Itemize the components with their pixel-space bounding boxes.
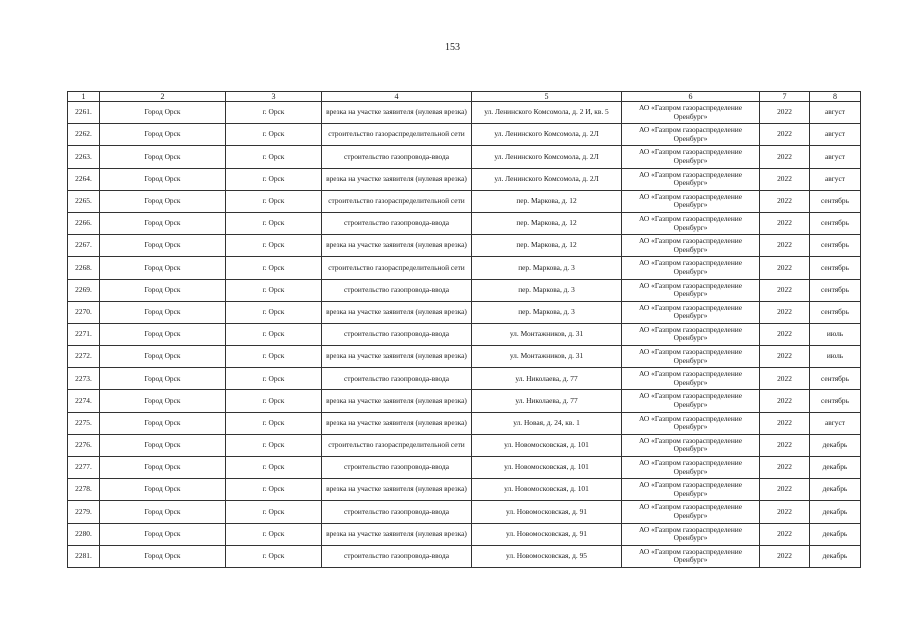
municipality-cell: Город Орск — [100, 235, 226, 257]
table-header — [68, 92, 861, 102]
address-cell: ул. Монтажников, д. 31 — [472, 346, 622, 368]
year-cell: 2022 — [760, 479, 810, 501]
municipality-cell: Город Орск — [100, 323, 226, 345]
row-number-cell: 2263. — [68, 146, 100, 168]
year-cell: 2022 — [760, 545, 810, 567]
work-type-cell: строительство газопровода-ввода — [322, 501, 472, 523]
row-number-cell: 2268. — [68, 257, 100, 279]
organization-cell: АО «Газпром газораспределение Оренбург» — [622, 235, 760, 257]
work-type-cell: строительство газопровода-ввода — [322, 545, 472, 567]
table-row — [68, 190, 861, 212]
organization-cell: АО «Газпром газораспределение Оренбург» — [622, 457, 760, 479]
settlement-cell: г. Орск — [226, 545, 322, 567]
table-row — [68, 124, 861, 146]
month-cell: декабрь — [810, 523, 861, 545]
settlement-cell: г. Орск — [226, 346, 322, 368]
address-cell: ул. Николаева, д. 77 — [472, 390, 622, 412]
settlement-cell: г. Орск — [226, 235, 322, 257]
address-cell: пер. Маркова, д. 12 — [472, 190, 622, 212]
month-cell: сентябрь — [810, 279, 861, 301]
work-type-cell: врезка на участке заявителя (нулевая врезка) — [322, 168, 472, 190]
organization-cell: АО «Газпром газораспределение Оренбург» — [622, 368, 760, 390]
row-number-cell: 2280. — [68, 523, 100, 545]
work-type-cell: строительство газопровода-ввода — [322, 457, 472, 479]
municipality-cell: Город Орск — [100, 412, 226, 434]
month-cell: август — [810, 168, 861, 190]
row-number-cell: 2264. — [68, 168, 100, 190]
row-number-cell: 2274. — [68, 390, 100, 412]
municipality-cell: Город Орск — [100, 434, 226, 456]
month-cell: июль — [810, 346, 861, 368]
row-number-cell: 2270. — [68, 301, 100, 323]
municipality-cell: Город Орск — [100, 523, 226, 545]
year-cell: 2022 — [760, 235, 810, 257]
organization-cell: АО «Газпром газораспределение Оренбург» — [622, 124, 760, 146]
table-row — [68, 168, 861, 190]
settlement-cell: г. Орск — [226, 279, 322, 301]
organization-cell: АО «Газпром газораспределение Оренбург» — [622, 102, 760, 124]
address-cell: пер. Маркова, д. 3 — [472, 301, 622, 323]
row-number-cell: 2271. — [68, 323, 100, 345]
month-cell: декабрь — [810, 545, 861, 567]
organization-cell: АО «Газпром газораспределение Оренбург» — [622, 390, 760, 412]
settlement-cell: г. Орск — [226, 390, 322, 412]
organization-cell: АО «Газпром газораспределение Оренбург» — [622, 545, 760, 567]
month-cell: сентябрь — [810, 212, 861, 234]
address-cell: ул. Новомосковская, д. 101 — [472, 457, 622, 479]
work-type-cell: врезка на участке заявителя (нулевая врезка) — [322, 479, 472, 501]
settlement-cell: г. Орск — [226, 412, 322, 434]
settlement-cell: г. Орск — [226, 501, 322, 523]
settlement-cell: г. Орск — [226, 457, 322, 479]
settlement-cell: г. Орск — [226, 190, 322, 212]
work-type-cell: строительство газопровода-ввода — [322, 323, 472, 345]
organization-cell: АО «Газпром газораспределение Оренбург» — [622, 257, 760, 279]
row-number-cell: 2261. — [68, 102, 100, 124]
row-number-cell: 2272. — [68, 346, 100, 368]
municipality-cell: Город Орск — [100, 301, 226, 323]
settlement-cell: г. Орск — [226, 523, 322, 545]
organization-cell: АО «Газпром газораспределение Оренбург» — [622, 501, 760, 523]
work-type-cell: врезка на участке заявителя (нулевая врезка) — [322, 235, 472, 257]
settlement-cell: г. Орск — [226, 257, 322, 279]
table-row — [68, 479, 861, 501]
month-cell: сентябрь — [810, 368, 861, 390]
row-number-cell: 2265. — [68, 190, 100, 212]
page-number: 153 — [445, 42, 460, 53]
year-cell: 2022 — [760, 523, 810, 545]
organization-cell: АО «Газпром газораспределение Оренбург» — [622, 279, 760, 301]
organization-cell: АО «Газпром газораспределение Оренбург» — [622, 412, 760, 434]
year-cell: 2022 — [760, 212, 810, 234]
year-cell: 2022 — [760, 102, 810, 124]
municipality-cell: Город Орск — [100, 479, 226, 501]
settlement-cell: г. Орск — [226, 368, 322, 390]
month-cell: август — [810, 102, 861, 124]
address-cell: пер. Маркова, д. 12 — [472, 212, 622, 234]
municipality-cell: Город Орск — [100, 545, 226, 567]
column-year-header: 7 — [760, 92, 810, 102]
month-cell: сентябрь — [810, 257, 861, 279]
month-cell: август — [810, 146, 861, 168]
table-row — [68, 434, 861, 456]
column-work-type-header: 4 — [322, 92, 472, 102]
municipality-cell: Город Орск — [100, 501, 226, 523]
table-row — [68, 545, 861, 567]
work-type-cell: строительство газопровода-ввода — [322, 212, 472, 234]
organization-cell: АО «Газпром газораспределение Оренбург» — [622, 323, 760, 345]
work-type-cell: строительство газораспределительной сети — [322, 257, 472, 279]
address-cell: ул. Николаева, д. 77 — [472, 368, 622, 390]
work-type-cell: строительство газопровода-ввода — [322, 279, 472, 301]
settlement-cell: г. Орск — [226, 146, 322, 168]
municipality-cell: Город Орск — [100, 102, 226, 124]
settlement-cell: г. Орск — [226, 323, 322, 345]
gasification-register-table — [67, 91, 861, 568]
table-row — [68, 212, 861, 234]
work-type-cell: врезка на участке заявителя (нулевая врезка) — [322, 301, 472, 323]
work-type-cell: врезка на участке заявителя (нулевая врезка) — [322, 346, 472, 368]
municipality-cell: Город Орск — [100, 190, 226, 212]
work-type-cell: врезка на участке заявителя (нулевая врезка) — [322, 102, 472, 124]
municipality-cell: Город Орск — [100, 257, 226, 279]
work-type-cell: врезка на участке заявителя (нулевая врезка) — [322, 523, 472, 545]
address-cell: ул. Монтажников, д. 31 — [472, 323, 622, 345]
month-cell: июль — [810, 323, 861, 345]
organization-cell: АО «Газпром газораспределение Оренбург» — [622, 212, 760, 234]
work-type-cell: врезка на участке заявителя (нулевая врезка) — [322, 412, 472, 434]
row-number-cell: 2266. — [68, 212, 100, 234]
year-cell: 2022 — [760, 190, 810, 212]
row-number-cell: 2278. — [68, 479, 100, 501]
row-number-cell: 2276. — [68, 434, 100, 456]
row-number-cell: 2267. — [68, 235, 100, 257]
year-cell: 2022 — [760, 301, 810, 323]
work-type-cell: строительство газораспределительной сети — [322, 434, 472, 456]
address-cell: ул. Ленинского Комсомола, д. 2Л — [472, 168, 622, 190]
address-cell: пер. Маркова, д. 3 — [472, 257, 622, 279]
address-cell: ул. Ленинского Комсомола, д. 2Л — [472, 124, 622, 146]
address-cell: пер. Маркова, д. 3 — [472, 279, 622, 301]
month-cell: декабрь — [810, 434, 861, 456]
address-cell: ул. Новомосковская, д. 101 — [472, 434, 622, 456]
municipality-cell: Город Орск — [100, 390, 226, 412]
column-month-header: 8 — [810, 92, 861, 102]
municipality-cell: Город Орск — [100, 146, 226, 168]
table-row — [68, 146, 861, 168]
organization-cell: АО «Газпром газораспределение Оренбург» — [622, 168, 760, 190]
settlement-cell: г. Орск — [226, 301, 322, 323]
year-cell: 2022 — [760, 390, 810, 412]
row-number-cell: 2269. — [68, 279, 100, 301]
municipality-cell: Город Орск — [100, 368, 226, 390]
work-type-cell: строительство газопровода-ввода — [322, 146, 472, 168]
municipality-cell: Город Орск — [100, 168, 226, 190]
table-row — [68, 523, 861, 545]
month-cell: декабрь — [810, 501, 861, 523]
table-row — [68, 346, 861, 368]
table-row — [68, 457, 861, 479]
row-number-cell: 2275. — [68, 412, 100, 434]
year-cell: 2022 — [760, 412, 810, 434]
year-cell: 2022 — [760, 434, 810, 456]
column-settlement-header: 3 — [226, 92, 322, 102]
organization-cell: АО «Газпром газораспределение Оренбург» — [622, 301, 760, 323]
table-row — [68, 390, 861, 412]
organization-cell: АО «Газпром газораспределение Оренбург» — [622, 523, 760, 545]
work-type-cell: строительство газораспределительной сети — [322, 124, 472, 146]
row-number-cell: 2277. — [68, 457, 100, 479]
table-row — [68, 412, 861, 434]
year-cell: 2022 — [760, 146, 810, 168]
address-cell: ул. Новомосковская, д. 91 — [472, 523, 622, 545]
municipality-cell: Город Орск — [100, 124, 226, 146]
month-cell: декабрь — [810, 479, 861, 501]
month-cell: сентябрь — [810, 390, 861, 412]
row-number-cell: 2279. — [68, 501, 100, 523]
work-type-cell: строительство газораспределительной сети — [322, 190, 472, 212]
year-cell: 2022 — [760, 257, 810, 279]
organization-cell: АО «Газпром газораспределение Оренбург» — [622, 190, 760, 212]
year-cell: 2022 — [760, 124, 810, 146]
table-row — [68, 501, 861, 523]
column-municipality-header: 2 — [100, 92, 226, 102]
column-organization-header: 6 — [622, 92, 760, 102]
year-cell: 2022 — [760, 368, 810, 390]
year-cell: 2022 — [760, 501, 810, 523]
table-row — [68, 257, 861, 279]
settlement-cell: г. Орск — [226, 124, 322, 146]
month-cell: декабрь — [810, 457, 861, 479]
work-type-cell: строительство газопровода-ввода — [322, 368, 472, 390]
address-cell: ул. Ленинского Комсомола, д. 2 И, кв. 5 — [472, 102, 622, 124]
year-cell: 2022 — [760, 323, 810, 345]
organization-cell: АО «Газпром газораспределение Оренбург» — [622, 479, 760, 501]
settlement-cell: г. Орск — [226, 102, 322, 124]
year-cell: 2022 — [760, 168, 810, 190]
work-type-cell: врезка на участке заявителя (нулевая врезка) — [322, 390, 472, 412]
month-cell: август — [810, 124, 861, 146]
municipality-cell: Город Орск — [100, 457, 226, 479]
address-cell: ул. Новая, д. 24, кв. 1 — [472, 412, 622, 434]
table-row — [68, 102, 861, 124]
address-cell: ул. Новомосковская, д. 101 — [472, 479, 622, 501]
month-cell: сентябрь — [810, 190, 861, 212]
address-cell: ул. Новомосковская, д. 95 — [472, 545, 622, 567]
organization-cell: АО «Газпром газораспределение Оренбург» — [622, 434, 760, 456]
settlement-cell: г. Орск — [226, 479, 322, 501]
row-number-cell: 2273. — [68, 368, 100, 390]
settlement-cell: г. Орск — [226, 168, 322, 190]
organization-cell: АО «Газпром газораспределение Оренбург» — [622, 146, 760, 168]
header-row — [68, 92, 861, 102]
month-cell: сентябрь — [810, 301, 861, 323]
table-row — [68, 301, 861, 323]
address-cell: ул. Новомосковская, д. 91 — [472, 501, 622, 523]
row-number-cell: 2281. — [68, 545, 100, 567]
table-row — [68, 279, 861, 301]
municipality-cell: Город Орск — [100, 279, 226, 301]
column-address-header: 5 — [472, 92, 622, 102]
settlement-cell: г. Орск — [226, 434, 322, 456]
table-row — [68, 235, 861, 257]
column-number-header: 1 — [68, 92, 100, 102]
municipality-cell: Город Орск — [100, 212, 226, 234]
organization-cell: АО «Газпром газораспределение Оренбург» — [622, 346, 760, 368]
year-cell: 2022 — [760, 346, 810, 368]
settlement-cell: г. Орск — [226, 212, 322, 234]
address-cell: ул. Ленинского Комсомола, д. 2Л — [472, 146, 622, 168]
table-body — [68, 102, 861, 568]
municipality-cell: Город Орск — [100, 346, 226, 368]
table-row — [68, 323, 861, 345]
table-row — [68, 368, 861, 390]
row-number-cell: 2262. — [68, 124, 100, 146]
month-cell: сентябрь — [810, 235, 861, 257]
month-cell: август — [810, 412, 861, 434]
year-cell: 2022 — [760, 457, 810, 479]
year-cell: 2022 — [760, 279, 810, 301]
address-cell: пер. Маркова, д. 12 — [472, 235, 622, 257]
